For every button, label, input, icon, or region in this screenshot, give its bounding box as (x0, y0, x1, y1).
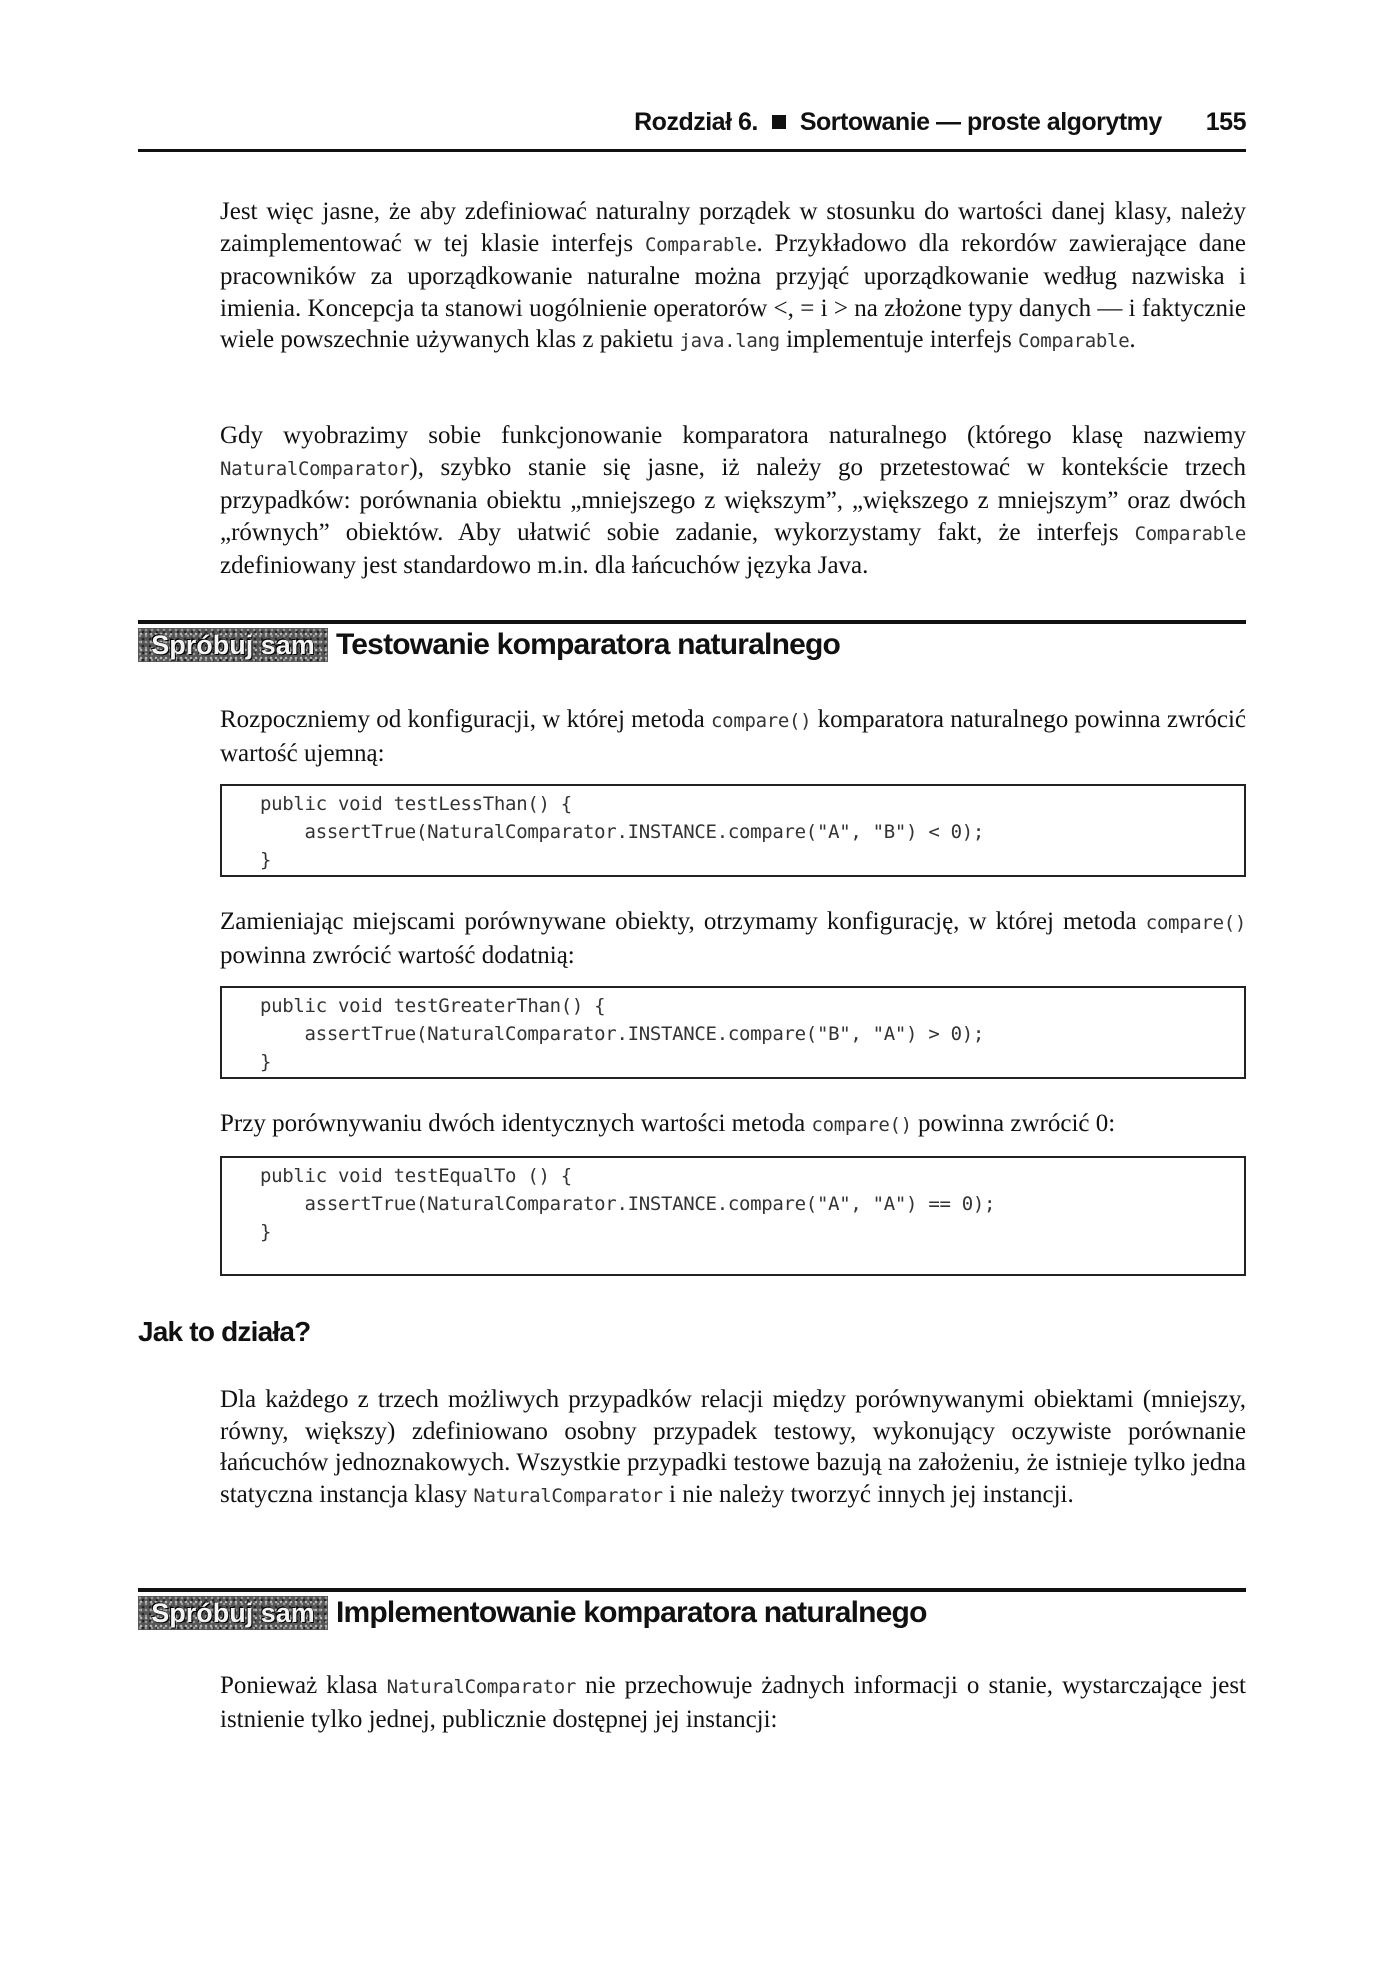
inline-code: NaturalComparator (473, 1484, 663, 1507)
section-heading-implementing (138, 1588, 1246, 1632)
try-it-badge: Spróbuj sam (138, 628, 328, 662)
text-run: Jest więc jasne, że aby zdefiniować naturalny porządek w stosunku do wartości danej klasy, należy zaimplementować w tej klasie interfejs (220, 198, 1246, 257)
page-number: 155 (1205, 108, 1246, 136)
text-run: ), szybko stanie się jasne, iż należy go przetestować w kontekście trzech przypadków: porównania obiektu „mniejszego z większym”, „większego z mniejszym” oraz dwóch „równych” obiektów. Aby ułatwić sobie zadanie, wykorzystamy fakt, że interfejs (220, 453, 1246, 546)
inline-code: compare() (1145, 912, 1246, 934)
inline-code: Comparable (645, 233, 757, 256)
paragraph-greater-than (220, 906, 1246, 971)
text-run: . (1129, 326, 1136, 353)
text-run: powinna zwrócić 0: (911, 1110, 1116, 1137)
text-run: Przy porównywaniu dwóch identycznych wartości metoda (220, 1110, 812, 1137)
inline-code: Comparable (1134, 522, 1246, 545)
subheading-how-it-works: Jak to działa? (138, 1316, 311, 1347)
inline-code: compare() (711, 710, 812, 732)
chapter-label: Rozdział 6. (634, 108, 758, 136)
text-run: . Przykładowo dla rekordów zawierające dane pracowników za uporządkowanie naturalne można przyjąć uporządkowanie według nazwiska i imienia. Koncepcja ta stanowi uogólnienie operatorów <, = i > na złożone typy danych — i faktycznie wiele powszechnie używanych klas z pakietu (220, 229, 1247, 353)
text-run: i nie należy tworzyć innych jej instancji. (662, 1480, 1074, 1508)
try-it-badge: Spróbuj sam (138, 1596, 328, 1630)
paragraph-less-than (220, 704, 1246, 769)
text-run: Rozpoczniemy od konfiguracji, w której metoda (220, 706, 712, 733)
paragraph-singleton (220, 1670, 1246, 1735)
section-heading-testing (138, 620, 1246, 664)
running-head (138, 108, 1246, 152)
text-run: zdefiniowany jest standardowo m.in. dla łańcuchów języka Java. (220, 552, 869, 579)
section-label: Sortowanie — proste algorytmy (799, 108, 1162, 136)
text-run: Ponieważ klasa (220, 1672, 387, 1699)
text-run: powinna zwrócić wartość dodatnią: (220, 941, 575, 969)
inline-code: compare() (811, 1114, 912, 1136)
inline-code: Comparable (1017, 330, 1130, 352)
text-run: Zamieniając miejscami porównywane obiekty, otrzymamy konfigurację, w której metoda (220, 908, 1146, 935)
paragraph-equal-to (220, 1108, 1246, 1142)
code-block-less-than: public void testLessThan() { assertTrue(NaturalComparator.INSTANCE.compare("A", "B") < 0); } (220, 784, 1246, 877)
section-title: Testowanie komparatora naturalnego (336, 628, 841, 661)
text-run: komparatora naturalnego powinna zwrócić wartość ujemną: (220, 706, 1246, 767)
code-block-equal-to: public void testEqualTo () { assertTrue(NaturalComparator.INSTANCE.compare("A", "A") == 0); } (220, 1156, 1246, 1276)
square-bullet-icon (772, 115, 786, 129)
text-run: Gdy wyobrazimy sobie funkcjonowanie komparatora naturalnego (którego klasę nazwiemy (220, 422, 1246, 449)
inline-code: NaturalComparator (386, 1676, 577, 1698)
text-run: Dla każdego z trzech możliwych przypadków relacji między porównywanymi obiektami (mniejszy, równy, większy) zdefiniowano osobny przypadek testowy, wykonujący oczywiste porównanie łańcuchów jednoznakowych. Wszystkie przypadki testowe bazują na założeniu, że istnieje tylko jedna statyczna instancja klasy (220, 1386, 1246, 1508)
code-block-greater-than: public void testGreaterThan() { assertTrue(NaturalComparator.INSTANCE.compare("B", "A") > 0); } (220, 986, 1246, 1079)
paragraph-natural-order (220, 196, 1246, 358)
paragraph-how-it-works (220, 1384, 1246, 1512)
section-title: Implementowanie komparatora naturalnego (336, 1596, 927, 1629)
paragraph-natural-comparator (220, 420, 1246, 582)
inline-code: java.lang (679, 330, 780, 352)
text-run: nie przechowuje żadnych informacji o stanie, wystarczające jest istnienie tylko jednej, publicznie dostępnej jej instancji: (220, 1672, 1247, 1733)
inline-code: NaturalComparator (220, 457, 410, 480)
text-run: implementuje interfejs (779, 326, 1018, 353)
